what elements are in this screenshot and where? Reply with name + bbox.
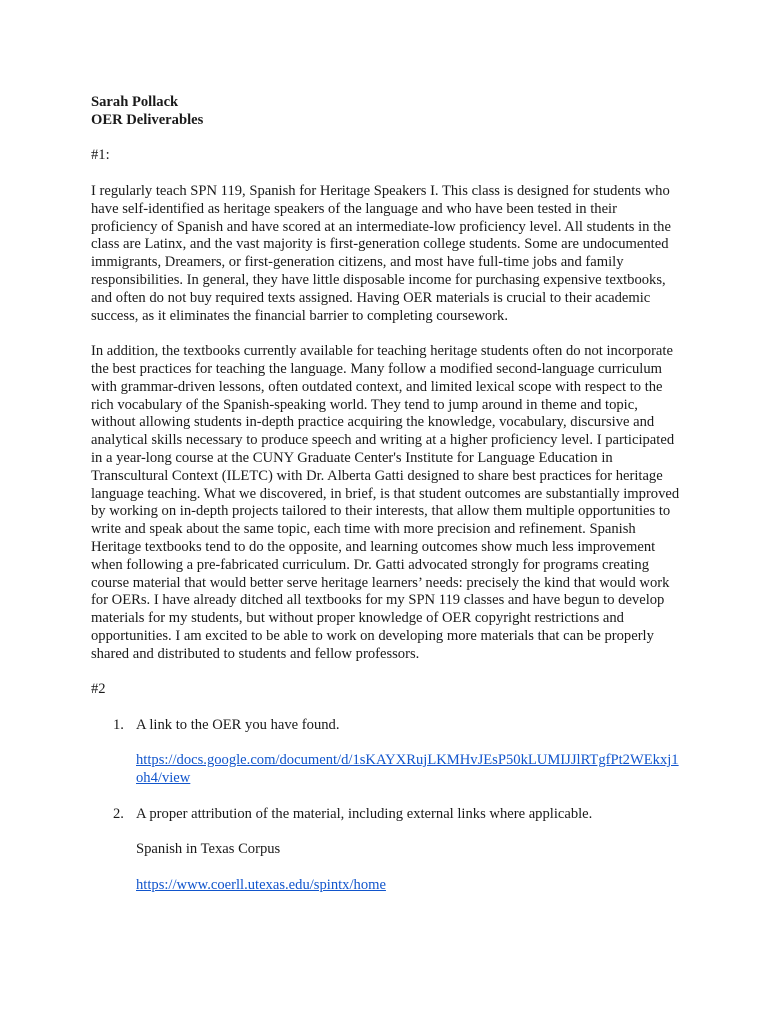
document-title: OER Deliverables <box>91 111 204 128</box>
list-item-text: A link to the OER you have found. <box>136 716 340 733</box>
deliverables-list <box>91 717 681 895</box>
spintx-corpus-link[interactable]: https://www.coerll.utexas.edu/spintx/home <box>136 877 386 894</box>
list-item-number: 2. <box>113 805 124 822</box>
section-2-label: #2 <box>91 681 106 698</box>
paragraph-textbooks: In addition, the textbooks currently available for teaching heritage students often do not incorporate the best practices for teaching the language. Many follow a modified second-language curriculum with grammar-driven lessons, often outdated context, and limited lexical scope with respect to the rich vocabulary of the Spanish-speaking world. They tend to jump around in theme and topic, without allowing students in-depth practice acquiring the knowledge, vocabulary, discursive and analytical skills necessary to produce speech and writing at a higher proficiency level. I participated in a year-long course at the CUNY Graduate Center's Institute for Language Education in Transcultural Context (ILETC) with Dr. Alberta Gatti designed to share best practices for heritage language teaching. What we discovered, in brief, is that student outcomes are substantially improved by working on in-depth projects tailored to their interests, that allow them multiple opportunities to write and speak about the same topic, each time with more precision and refinement. Spanish Heritage textbooks tend to do the opposite, and learning outcomes show much less improvement when following a pre-fabricated curriculum. Dr. Gatti advocated strongly for programs creating course material that would better serve heritage learners’ needs: precisely the kind that would work for OERs. I have already ditched all textbooks for my SPN 119 classes and have begun to develop materials for my students, but without proper knowledge of OER copyright restrictions and opportunities. I am excited to be able to work on developing more materials that can be properly shared and distributed to students and fellow professors. <box>91 343 680 662</box>
document-body <box>91 94 681 913</box>
list-item-attribution <box>91 806 681 895</box>
author-name: Sarah Pollack <box>91 94 179 110</box>
attribution-name: Spanish in Texas Corpus <box>136 841 281 858</box>
list-item-text: A proper attribution of the material, including external links where applicable. <box>136 805 593 822</box>
oer-google-doc-link[interactable]: https://docs.google.com/document/d/1sKAYXRujLKMHvJEsP50kLUMIJJlRTgfPt2WEkxj1oh4/view <box>136 752 679 787</box>
list-item-number: 1. <box>113 716 124 733</box>
list-item-oer-link <box>91 717 681 788</box>
section-1-label: #1: <box>91 147 110 164</box>
paragraph-students: I regularly teach SPN 119, Spanish for Heritage Speakers I. This class is designed for students who have self-identified as heritage speakers of the language and who have been tested in their proficiency of Spanish and have scored at an intermediate-low proficiency level. All students in the class are Latinx, and the vast majority is first-generation college students. Some are undocumented immigrants, Dreamers, or first-generation citizens, and most have full-time jobs and family responsibilities. In general, they have little disposable income for purchasing expensive textbooks, and often do not buy required texts assigned. Having OER materials is crucial to their academic success, as it eliminates the financial barrier to completing coursework. <box>91 182 671 324</box>
